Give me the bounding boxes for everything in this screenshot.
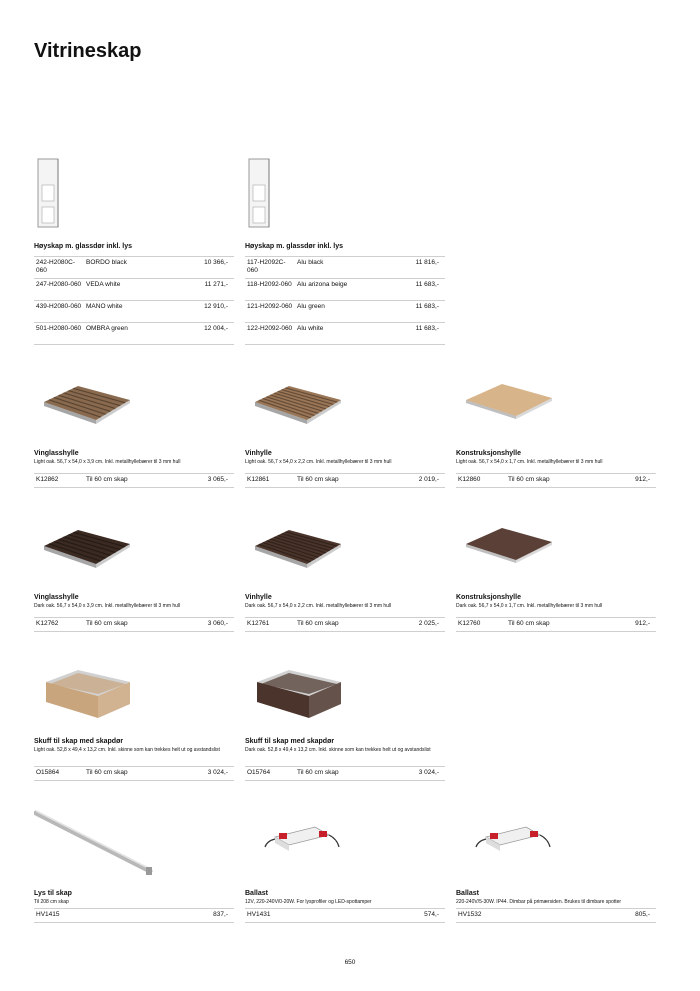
product-description: Dark oak. 56,7 x 54,0 x 3,9 cm. Inkl. metallhyllebærer til 3 mm hull: [34, 603, 181, 609]
variant-name: Til 60 cm skap: [86, 769, 128, 776]
product-card: [245, 660, 445, 781]
price-table: [456, 908, 656, 923]
table-row: [245, 766, 445, 781]
product-description: Light oak. 56,7 x 54,0 x 2,2 cm. Inkl. metallhyllebærer til 3 mm hull: [245, 459, 392, 465]
price: 912,-: [635, 620, 650, 627]
table-row: [245, 473, 445, 488]
product-card: [245, 155, 445, 345]
variant-name: Alu white: [297, 325, 324, 332]
product-description: Dark oak. 56,7 x 54,0 x 1,7 cm. Inkl. metallhyllebærer til 3 mm hull: [456, 603, 603, 609]
drawer-icon: [34, 660, 154, 738]
product-description: Light oak. 52,8 x 49,4 x 13,2 cm. Inkl. skinne som kan trekkes helt ut og avstandslist: [34, 747, 220, 753]
article-number: 439-H2080-060: [36, 303, 82, 310]
table-row: [34, 473, 234, 488]
price-table: [245, 617, 445, 632]
price: 11 683,-: [415, 303, 439, 310]
article-number: K12860: [458, 476, 481, 483]
price: 3 065,-: [207, 476, 228, 483]
article-number: 501-H2080-060: [36, 325, 82, 332]
variant-name: OMBRA green: [86, 325, 128, 332]
product-description: Til 208 cm skap: [34, 899, 69, 905]
article-number: O15864: [36, 769, 60, 776]
price: 11 683,-: [415, 281, 439, 288]
article-number: K12761: [247, 620, 270, 627]
article-number: K12762: [36, 620, 59, 627]
price-table: [34, 766, 234, 781]
price: 3 024,-: [207, 769, 228, 776]
price: 11 271,-: [204, 281, 228, 288]
price: 805,-: [635, 911, 650, 918]
table-row: [34, 766, 234, 781]
variant-name: MANO white: [86, 303, 123, 310]
variant-name: Til 60 cm skap: [86, 476, 128, 483]
article-number: K12760: [458, 620, 481, 627]
wine-shelf-icon: [245, 372, 365, 450]
price: 10 366,-: [204, 259, 228, 266]
product-card: [34, 372, 234, 488]
product-description: Dark oak. 52,8 x 49,4 x 13,2 cm. Inkl. skinne som kan trekkes helt ut og avstandslist: [245, 747, 431, 753]
product-description: Light oak. 56,7 x 54,0 x 3,9 cm. Inkl. metallhyllebærer til 3 mm hull: [34, 459, 181, 465]
product-card: [34, 155, 234, 345]
price-table: [34, 473, 234, 488]
article-number: 247-H2080-060: [36, 281, 82, 288]
ballast-icon: [245, 805, 365, 890]
light-rail-icon: [34, 805, 154, 890]
price-table: [245, 473, 445, 488]
table-row: [34, 322, 234, 345]
price: 3 060,-: [207, 620, 228, 627]
product-title: Konstruksjonshylle: [456, 450, 521, 457]
variant-name: Til 60 cm skap: [297, 769, 339, 776]
product-card: [245, 805, 445, 923]
product-title: Høyskap m. glassdør inkl. lys: [245, 243, 344, 250]
price: 912,-: [635, 476, 650, 483]
construction-shelf-icon: [456, 516, 576, 594]
table-row: [34, 300, 234, 322]
price: 12 004,-: [204, 325, 228, 332]
price: 11 683,-: [415, 325, 439, 332]
tall-cabinet-icon: [34, 155, 154, 243]
wine-glass-shelf-icon: [34, 516, 154, 594]
price-table: [456, 617, 656, 632]
variant-name: BORDO black: [86, 259, 127, 266]
product-title: Vinhylle: [245, 450, 272, 457]
wine-shelf-icon: [245, 516, 365, 594]
page-title: Vitrineskap: [34, 40, 142, 62]
price: 837,-: [213, 911, 228, 918]
construction-shelf-icon: [456, 372, 576, 450]
ballast-icon: [456, 805, 576, 890]
price: 2 025,-: [418, 620, 439, 627]
table-row: [456, 908, 656, 923]
product-title: Ballast: [245, 890, 268, 897]
price-table: [245, 256, 445, 345]
table-row: [34, 278, 234, 300]
price-table: [456, 473, 656, 488]
article-number: 242-H2080C-060: [36, 259, 76, 274]
product-title: Skuff til skap med skapdør: [245, 738, 335, 745]
product-card: [34, 516, 234, 632]
product-title: Skuff til skap med skapdør: [34, 738, 124, 745]
article-number: 121-H2092-060: [247, 303, 293, 310]
product-title: Ballast: [456, 890, 479, 897]
drawer-icon: [245, 660, 365, 738]
product-card: [245, 516, 445, 632]
variant-name: Til 60 cm skap: [86, 620, 128, 627]
article-number: K12861: [247, 476, 270, 483]
variant-name: Til 60 cm skap: [508, 476, 550, 483]
table-row: [245, 256, 445, 278]
variant-name: Til 60 cm skap: [508, 620, 550, 627]
table-row: [245, 617, 445, 632]
variant-name: VEDA white: [86, 281, 121, 288]
variant-name: Alu green: [297, 303, 325, 310]
article-number: HV1415: [36, 911, 60, 918]
table-row: [245, 322, 445, 345]
variant-name: Til 60 cm skap: [297, 476, 339, 483]
product-card: [456, 805, 656, 923]
table-row: [34, 908, 234, 923]
variant-name: Til 60 cm skap: [297, 620, 339, 627]
product-title: Vinhylle: [245, 594, 272, 601]
tall-cabinet-icon: [245, 155, 365, 243]
product-title: Konstruksjonshylle: [456, 594, 521, 601]
price-table: [34, 256, 234, 345]
product-description: 220-240V/5-30W. IP44. Dimbar på primærsiden. Brukes til dimbare spotter: [456, 899, 622, 905]
table-row: [34, 256, 234, 278]
wine-glass-shelf-icon: [34, 372, 154, 450]
table-row: [34, 617, 234, 632]
table-row: [245, 300, 445, 322]
price-table: [245, 766, 445, 781]
product-title: Vinglasshylle: [34, 594, 79, 601]
price: 2 019,-: [418, 476, 439, 483]
article-number: K12862: [36, 476, 59, 483]
table-row: [456, 473, 656, 488]
price: 3 024,-: [418, 769, 439, 776]
product-title: Lys til skap: [34, 890, 72, 897]
article-number: 117-H2092C-060: [247, 259, 286, 274]
article-number: 122-H2092-060: [247, 325, 293, 332]
page-number: 650: [344, 959, 356, 966]
price-table: [34, 908, 234, 923]
table-row: [245, 908, 445, 923]
price: 574,-: [424, 911, 439, 918]
product-title: Høyskap m. glassdør inkl. lys: [34, 243, 133, 250]
product-description: Dark oak. 56,7 x 54,0 x 2,2 cm. Inkl. metallhyllebærer til 3 mm hull: [245, 603, 392, 609]
price-table: [34, 617, 234, 632]
article-number: HV1431: [247, 911, 271, 918]
product-card: [245, 372, 445, 488]
product-description: 12V, 220-240V/0-20W. For lysprofiler og LED-spottamper: [245, 899, 372, 905]
product-description: Light oak. 56,7 x 54,0 x 1,7 cm. Inkl. metallhyllebærer til 3 mm hull: [456, 459, 603, 465]
article-number: O15764: [247, 769, 271, 776]
price: 11 816,-: [415, 259, 439, 266]
product-card: [456, 372, 656, 488]
price-table: [245, 908, 445, 923]
product-card: [34, 805, 234, 923]
article-number: HV1532: [458, 911, 482, 918]
variant-name: Alu arizona beige: [297, 281, 348, 288]
table-row: [245, 278, 445, 300]
product-title: Vinglasshylle: [34, 450, 79, 457]
article-number: 118-H2092-060: [247, 281, 292, 288]
product-card: [456, 516, 656, 632]
product-card: [34, 660, 234, 781]
table-row: [456, 617, 656, 632]
variant-name: Alu black: [297, 259, 324, 266]
price: 12 910,-: [204, 303, 228, 310]
